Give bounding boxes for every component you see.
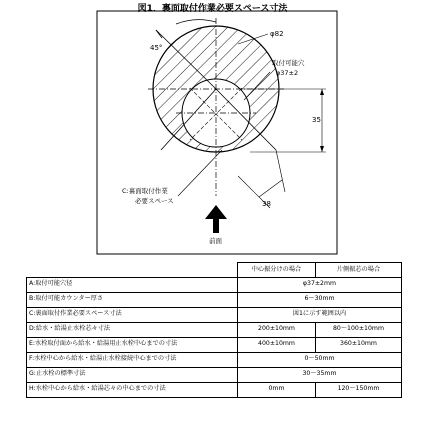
table-header bbox=[27, 263, 402, 278]
table-row: C:裏面取付作業必要スペース寸法 図1に示す範囲以内 bbox=[27, 307, 402, 322]
table-row: H:水栓中心から給水・給湯芯々の中心までの寸法 0mm 120〜150mm bbox=[27, 382, 402, 397]
table-row: E:水栓取付面から給水・給湯用止水栓中心までの寸法 400±10mm 360±10mm bbox=[27, 337, 402, 352]
angle-label: 45° bbox=[150, 44, 163, 52]
header-offset: 片側振芯の場合 bbox=[316, 263, 402, 278]
table-row: F:水栓中心から給水・給湯止水栓接続中心までの寸法 0〜50mm bbox=[27, 352, 402, 367]
front-arrow-icon bbox=[205, 205, 227, 233]
header-center: 中心振分けの場合 bbox=[238, 263, 316, 278]
dim-35-label: 35 bbox=[312, 116, 321, 124]
space-label-1: C:裏面取付作業 bbox=[122, 187, 168, 195]
table-row: B:取付可能カウンター厚さ 6〜30mm bbox=[27, 292, 402, 307]
dim-38-label: 38 bbox=[262, 200, 271, 208]
table-row: G:止水栓の標準寸法 30〜35mm bbox=[27, 367, 402, 382]
diameter-82-label: φ82 bbox=[270, 30, 284, 38]
hole-dim-label: φ37±2 bbox=[276, 69, 299, 77]
space-label-2: 必要スペース bbox=[135, 197, 174, 205]
table-row: D:給水・給湯止水栓芯々寸法 200±10mm 80〜100±10mm bbox=[27, 322, 402, 337]
figure-title: 図1．裏面取付作業必要スペース寸法 bbox=[137, 4, 288, 14]
front-label: 前面 bbox=[209, 237, 222, 245]
hole-label: 取付可能穴 bbox=[272, 59, 305, 67]
table-row: A:取付可能穴径 φ37±2mm bbox=[27, 277, 402, 292]
spec-table bbox=[26, 262, 402, 398]
